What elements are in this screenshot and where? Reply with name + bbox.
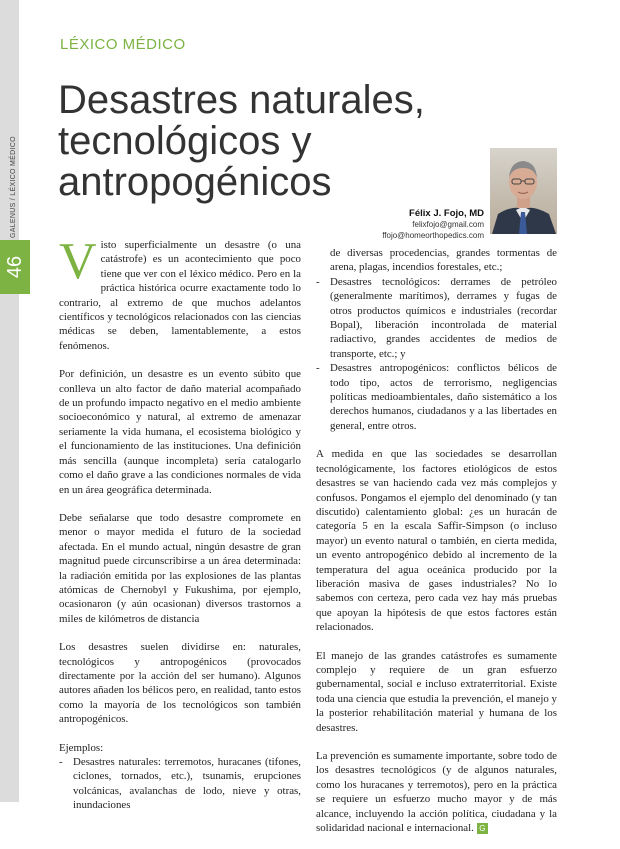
running-head: GALENUS / LÉXICO MÉDICO: [10, 136, 17, 238]
list-item: - Desastres tecnológicos: derrames de petróleo (generalmente marítimos), derrames y fugas de otros productos químicos e industriales (recordar Bopal), liberación incontrolada de material radiactivo, grandes accidentes de medios de transporte, etc.; y: [316, 275, 557, 361]
title-line: tecnológicos y: [58, 119, 312, 163]
author-name: Félix J. Fojo, MD: [409, 208, 484, 219]
list-item: - Desastres naturales: terremotos, huracanes (tifones, ciclones, tornados, etc.), tsunamis, erupciones volcánicas, avalanchas de lodo, nieve y otras, inundaciones: [59, 755, 301, 813]
section-label: LÉXICO MÉDICO: [60, 36, 186, 53]
author-block: [382, 208, 484, 241]
title-line: antropogénicos: [58, 160, 332, 204]
examples-label: Ejemplos:: [59, 741, 104, 754]
drop-cap: V: [59, 233, 97, 290]
author-photo: [490, 148, 557, 234]
sidebar-strip: [0, 0, 19, 802]
author-email: ffojo@homeorthopedics.com: [382, 231, 484, 240]
paragraph: Por definición, un desastre es un evento súbito que conlleva un alto factor de daño material acompañado de un profundo impacto negativo en el medio ambiente socioeconómico y natural, al extremo de amenazar seriamente la vida humana, el ecosistema biológico y el funcionamiento de las instituciones. Una definición más sencilla (aunque incompleta) sería catalogarlo como el daño grave a las condiciones normales de vida en un área geográfica determinada.: [59, 368, 301, 496]
paragraph-text: La prevención es sumamente importante, sobre todo de los desastres tecnológicos (y de algunos naturales, como los huracanes y terremotos), pero en la práctica se requiere un esfuerzo mucho mayor y de más alcance, incluyendo la acción política, ciudadana y la solidaridad nacional e internacional.: [316, 750, 557, 835]
paragraph: A medida en que las sociedades se desarrollan tecnológicamente, los factores etiológicos de estos desastres se van haciendo cada vez más complejos y confusos. Pongamos el ejemplo del denominado (y tan discutido) calentamiento global: ¿es un huracán de categoría 5 en la escala Saffir-Simpson (o incluso mayor) un evento natural o también, en cierta medida, un evento antropogénico debido al incremento de la temperatura del agua oceánica producido por la liberación masiva de gases industriales? No lo sabemos con certeza, pero cada vez hay más pruebas que apoyan la hipótesis de que estos factores están relacionados.: [316, 448, 557, 634]
paragraph: Debe señalarse que todo desastre compromete en menor o mayor medida el futuro de la sociedad afectada. En el mundo actual, ningún desastre de gran magnitud puede circunscribirse a un área determinada: la radiación emitida por las explosiones de las plantas atómicas de Chernobyl y Fukushima, por ejemplo, ocasionaron (y aún ocasionan) diversos trastornos a miles de kilómetros de distancia: [59, 511, 301, 625]
title-line: Desastres naturales,: [58, 78, 425, 122]
disaster-list: [59, 755, 301, 813]
page-number-box: [0, 240, 30, 294]
page-number: 46: [4, 255, 26, 279]
author-email: felixfojo@gmail.com: [412, 220, 484, 229]
column-left: [59, 233, 301, 827]
article-title: [58, 80, 438, 203]
paragraph-text: isto superficialmente un desastre (o una catástrofe) es un acontecimiento que poco tiene que ver con el léxico médico. Pero en la práctica histórica ocurre exactamente todo lo contrario, al extremo de que muchos adelantos científicos y tecnológicos relacionados con las ciencias médicas se deben, lamentablemente, a estos fenómenos.: [59, 239, 301, 352]
author-portrait-image: [490, 148, 557, 234]
disaster-list-continued: [316, 246, 557, 433]
end-mark-icon: G: [477, 823, 488, 834]
paragraph: [316, 749, 557, 835]
paragraph: El manejo de las grandes catástrofes es sumamente complejo y requiere de un gran esfuerzo gubernamental, social e incluso extraterritorial. Existe toda una ciencia que estudia la prevención, el manejo y la posterior rehabilitación material y humana de los desastres.: [316, 649, 557, 734]
paragraph: Los desastres suelen dividirse en: naturales, tecnológicos y antropogénicos (provocados directamente por la acción del ser humano). Algunos autores añaden los bélicos pero, en realidad, tanto estos como la mayoría de los tecnológicos son también antropogénicos.: [59, 641, 301, 726]
column-right: [316, 246, 557, 849]
list-item-continuation: de diversas procedencias, grandes tormentas de arena, plagas, incendios forestales, etc.;: [330, 247, 557, 274]
list-item: - Desastres antropogénicos: conflictos bélicos de todo tipo, actos de terrorismo, negligencias políticas medioambientales, daño sistemático a los derechos humanos, ciudadanos y a las libertades en general, entre otros.: [316, 361, 557, 433]
paragraph: [59, 233, 301, 353]
